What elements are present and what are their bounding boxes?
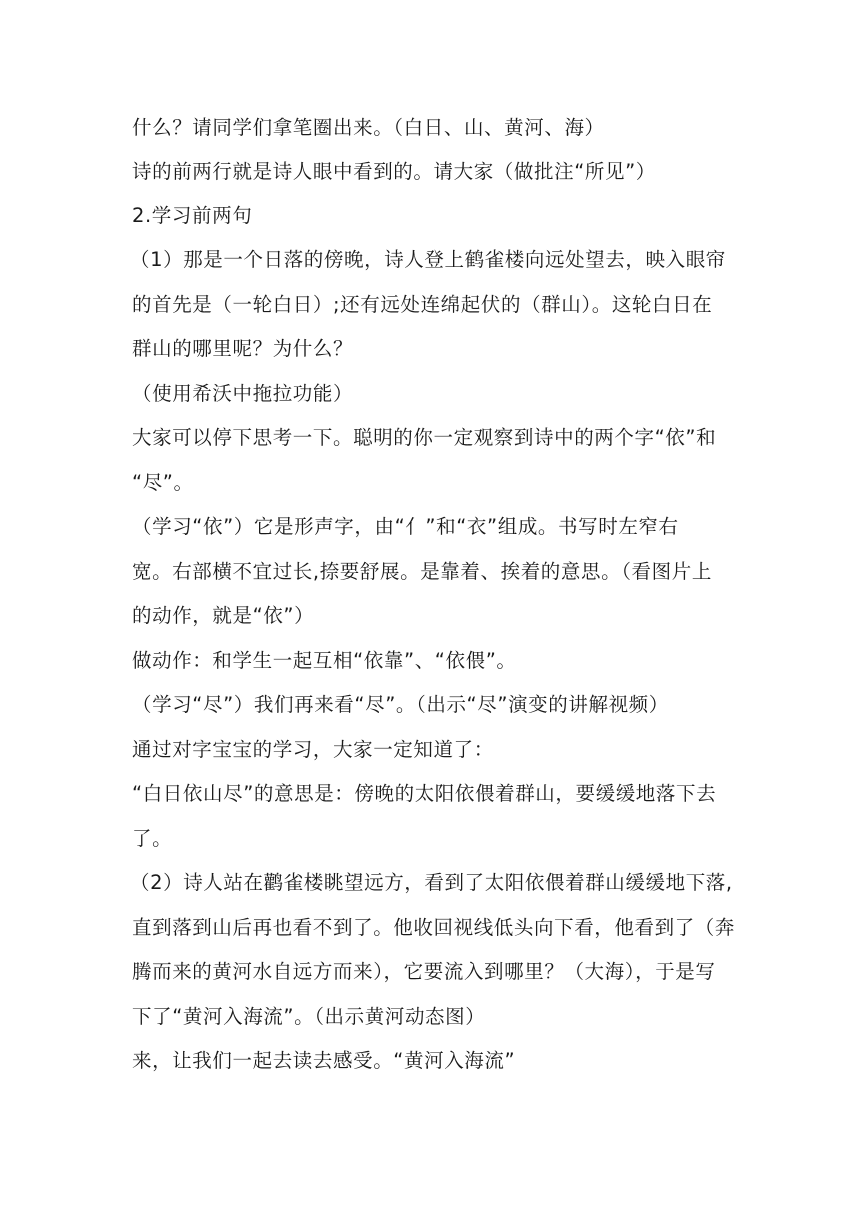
text-line-12: 的动作，就是“依”） [132,604,315,627]
text-line-10: （学习“依”）它是形声字，由“亻”和“衣”组成。书写时左窄右 [132,515,679,538]
text-line-5: 的首先是（一轮白日）;还有远处连绵起伏的（群山）。这轮白日在 [132,293,713,316]
text-line-15: 通过对字宝宝的学习，大家一定知道了： [132,738,494,761]
text-line-1: 什么？请同学们拿笔圈出来。（白日、山、黄河、海） [132,116,605,139]
text-line-16: “白日依山尽”的意思是：傍晚的太阳依偎着群山，要缓缓地落下去 [132,782,717,805]
text-line-2: 诗的前两行就是诗人眼中看到的。请大家（做批注“所见”） [132,160,656,183]
text-line-22: 来，让我们一起去读去感受。“黄河入海流” [132,1049,516,1072]
text-line-13: 做动作：和学生一起互相“依靠”、“依偎”。 [132,649,517,672]
text-line-6: 群山的哪里呢？为什么？ [132,337,354,360]
text-line-20: 腾而来的黄河水自远方而来），它要流入到哪里？（大海），于是写 [132,960,716,983]
text-line-14: （学习“尽”）我们再来看“尽”。（出示“尽”演变的讲解视频） [132,693,669,716]
section-heading: 2.学习前两句 [132,204,253,227]
text-line-7: （使用希沃中拖拉功能） [132,382,354,405]
text-line-9: “尽”。 [132,471,194,494]
text-line-18: （2）诗人站在鹳雀楼眺望远方，看到了太阳依偎着群山缓缓地下落, [130,871,733,894]
text-line-17: 了。 [132,827,173,850]
text-line-4: （1）那是一个日落的傍晚，诗人登上鹤雀楼向远处望去，映入眼帘 [130,248,726,271]
text-line-21: 下了“黄河入海流”。（出示黄河动态图） [132,1005,486,1028]
text-line-19: 直到落到山后再也看不到了。他收回视线低头向下看，他看到了（奔 [132,916,736,939]
text-line-8: 大家可以停下思考一下。聪明的你一定观察到诗中的两个字“依”和 [132,426,717,449]
text-line-11: 宽。右部横不宜过长,捺要舒展。是靠着、挨着的意思。（看图片上 [132,560,712,583]
